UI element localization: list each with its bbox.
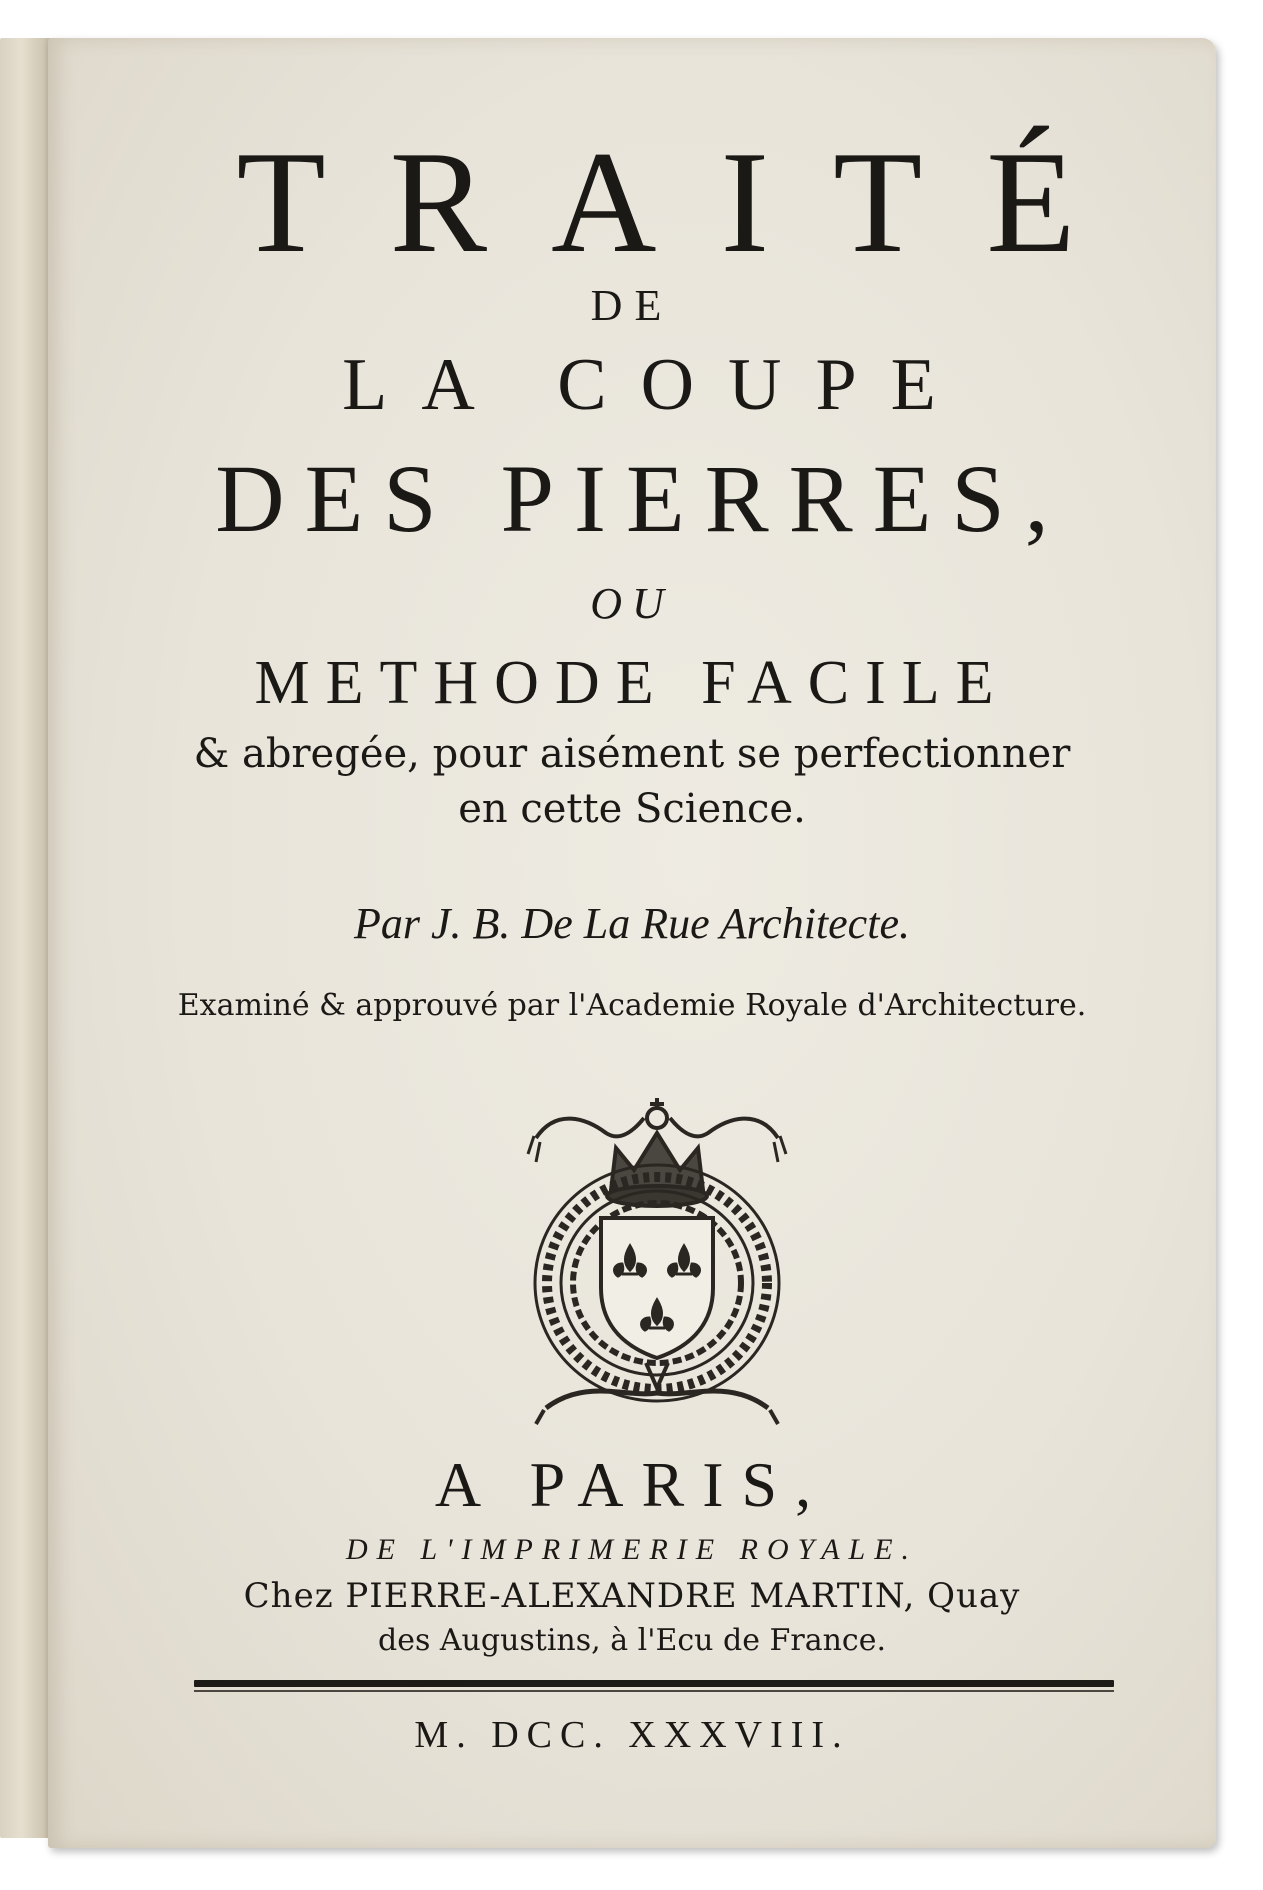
title-methode-facile: METHODE FACILE [254,649,1010,717]
title-de: DE [590,281,674,330]
imprint-city: A PARIS, [434,1449,830,1520]
author-line: Par J. B. De La Rue Architecte. [354,899,910,948]
previous-leaves-edge [0,38,54,1838]
title-des-pierres: DES PIERRES, [215,445,1069,552]
subtitle-line-2: en cette Science. [458,786,806,832]
imprint-publisher-line-1: Chez PIERRE-ALEXANDRE MARTIN, Quay [243,1576,1021,1616]
approval-line: Examiné & approuvé par l'Academie Royale d'Architecture. [177,988,1087,1023]
imprint-publisher-line-2: des Augustins, à l'Ecu de France. [377,1623,886,1658]
printers-rule-thick [194,1680,1114,1687]
title-page [48,38,1216,1848]
imprint-year: M. DCC. XXXVIII. [414,1714,850,1756]
subtitle-line-1: & abregée, pour aisément se perfectionner [193,731,1071,777]
title-ou: OU [590,579,674,628]
printers-rule-thin [194,1690,1114,1692]
title-la-coupe: LA COUPE [342,344,970,426]
title-traite: TRAITÉ [236,121,1140,283]
royal-arms-emblem-icon [526,1078,788,1428]
imprint-printer: DE L'IMPRIMERIE ROYALE. [345,1533,919,1566]
